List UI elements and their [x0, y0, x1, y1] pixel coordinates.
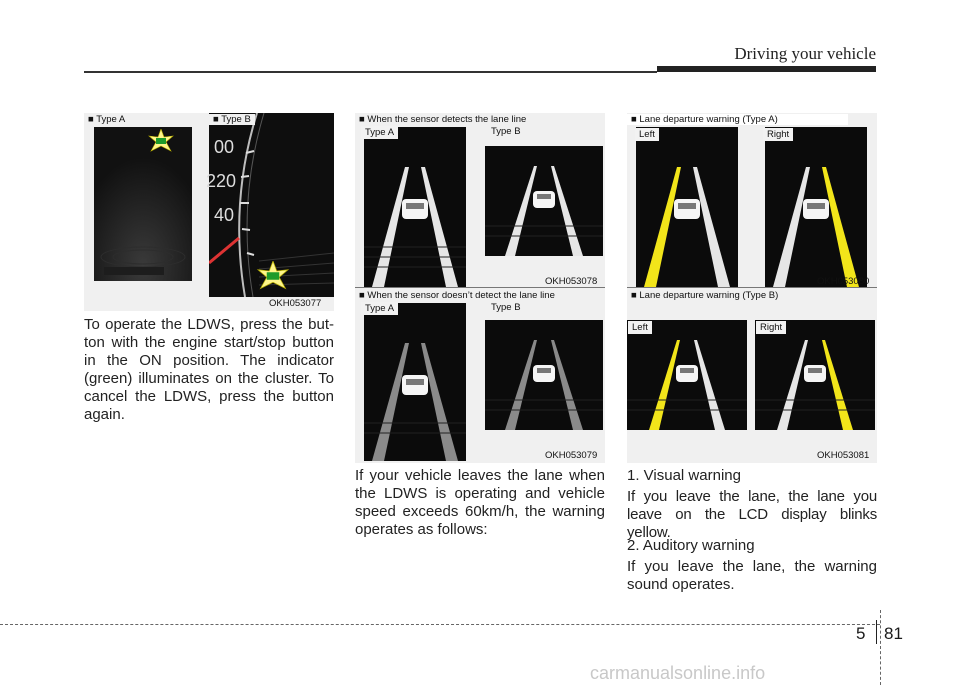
- type-b-right-label: Right: [756, 321, 786, 334]
- speedo-label-00: 00: [214, 137, 235, 157]
- nodetect-type-b-image: [485, 320, 603, 430]
- type-b-left-image: [627, 320, 747, 430]
- type-b-right-image: [755, 320, 875, 430]
- indicator-burst-icon: [148, 129, 174, 153]
- nodetect-type-a-label: Type A: [361, 302, 398, 315]
- figure-divider: [355, 287, 605, 288]
- header-rule: [84, 71, 657, 73]
- page-number-divider: [876, 620, 877, 644]
- figure-code-top: OKH053080: [817, 276, 870, 287]
- figure-lane-departure: [627, 113, 877, 463]
- detect-type-a-image: [364, 127, 466, 287]
- indicator-burst-icon: [256, 261, 290, 291]
- figure-code-bottom: OKH053079: [545, 450, 598, 461]
- visual-warning-text: If you leave the lane, the lane you leave on the LCD display blinks yellow.: [627, 488, 877, 541]
- nodetect-type-a-image: [364, 303, 466, 461]
- type-b-caption: ■ Lane departure warning (Type B): [631, 290, 779, 301]
- type-a-right-image: [765, 127, 870, 287]
- figure-ldws-indicator: [84, 113, 334, 311]
- page-number: 81: [884, 624, 903, 643]
- section-number: 5: [856, 624, 866, 643]
- watermark: carmanualsonline.info: [590, 663, 766, 683]
- figure-divider: [627, 287, 877, 288]
- running-header: Driving your vehicle: [734, 44, 876, 63]
- type-b-label: ■ Type B: [209, 114, 255, 125]
- nodetect-caption: ■ When the sensor doesn’t detect the lane line: [359, 290, 555, 301]
- cluster-type-a-image: [94, 127, 192, 281]
- header-accent-bar: [657, 66, 876, 72]
- figure-code-top: OKH053078: [545, 276, 598, 287]
- auditory-warning-heading: 2. Auditory warning: [627, 537, 755, 554]
- type-a-label: ■ Type A: [88, 114, 126, 125]
- detect-caption: ■ When the sensor detects the lane line: [359, 114, 527, 125]
- figure-code: OKH053077: [269, 298, 322, 309]
- type-a-right-label: Right: [763, 128, 793, 141]
- figure-sensor-detection: [355, 113, 605, 463]
- intro-paragraph: To operate the LDWS, press the but-ton with the engine start/stop button in the ON position. The indicator (green) illuminates on the cluster. To cancel the LDWS, press the button again.: [84, 316, 334, 423]
- type-a-left-label: Left: [635, 128, 659, 141]
- footer-crop-line: [880, 610, 881, 685]
- speedo-label-220: 220: [206, 171, 237, 191]
- type-a-left-image: [636, 127, 738, 287]
- figure-code-bottom: OKH053081: [817, 450, 870, 461]
- middle-paragraph: If your vehicle leaves the lane when the LDWS is operating and vehicle speed exceeds 60km/h, the warning operates as follows:: [355, 467, 605, 538]
- type-b-left-label: Left: [628, 321, 652, 334]
- visual-warning-heading: 1. Visual warning: [627, 467, 741, 484]
- type-a-caption: ■ Lane departure warning (Type A): [627, 114, 848, 125]
- auditory-warning-text: If you leave the lane, the warning sound operates.: [627, 558, 877, 593]
- detect-type-b-image: [485, 146, 603, 256]
- footer-dashed-rule: [0, 624, 880, 625]
- detect-type-b-label: Type B: [491, 126, 521, 137]
- speedo-label-40: 40: [214, 205, 235, 225]
- nodetect-type-b-label: Type B: [491, 302, 521, 313]
- detect-type-a-label: Type A: [361, 126, 398, 139]
